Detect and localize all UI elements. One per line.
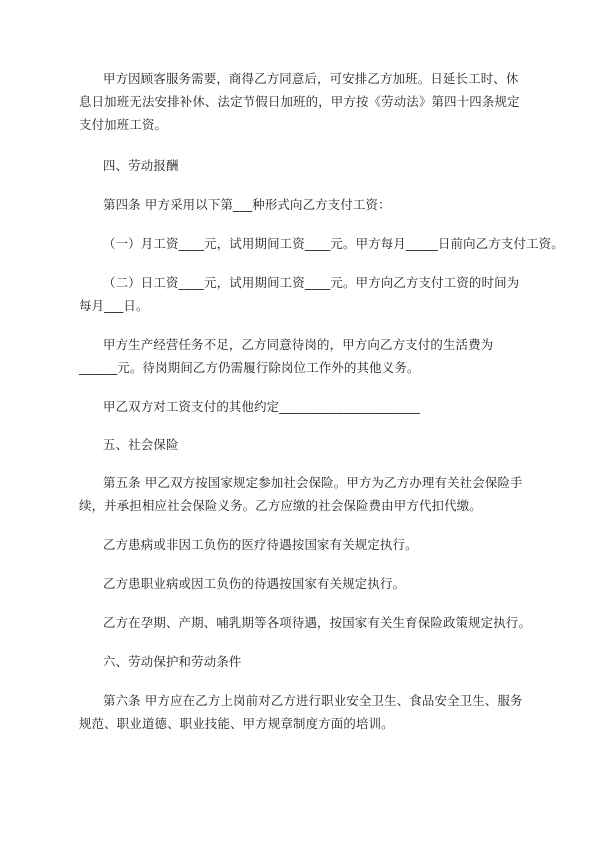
overtime-paragraph [79, 67, 531, 136]
maternity-clause: 乙方在孕期、产期、哺乳期等各项待遇，按国家有关生育保险政策规定执行。 [103, 615, 532, 630]
paragraph-text: 甲方因顾客服务需要，商得乙方同意后，可安排乙方加班。日延长工时、休息日加班无法安排补休、法定节假日加班的，甲方按《劳动法》第四十四条规定支付加班工资。 [79, 71, 520, 132]
daily-wage-clause [79, 271, 531, 317]
article-four: 第四条 甲方采用以下第___种形式向乙方支付工资： [103, 197, 391, 212]
occupational-injury-clause: 乙方患职业病或因工负伤的待遇按国家有关规定执行。 [103, 576, 406, 591]
medical-treatment-clause: 乙方患病或非因工负伤的医疗待遇按国家有关规定执行。 [103, 537, 418, 552]
paragraph-text: 甲方生产经营任务不足，乙方同意待岗的，甲方向乙方支付的生活费为______元。待岗期间乙方仍需履行除岗位工作外的其他义务。 [79, 337, 494, 375]
section-heading-remuneration: 四、劳动报酬 [103, 158, 179, 173]
article-five [79, 471, 531, 517]
paragraph-text: 第五条 甲乙双方按国家规定参加社会保险。甲方为乙方办理有关社会保险手续，并承担相应社会保险义务。乙方应缴的社会保险费由甲方代扣代缴。 [79, 475, 523, 513]
monthly-wage-clause: （一）月工资____元，试用期间工资____元。甲方每月_____日前向乙方支付工资。 [103, 236, 564, 251]
paragraph-text: 第六条 甲方应在乙方上岗前对乙方进行职业安全卫生、食品安全卫生、服务规范、职业道德、职业技能、甲方规章制度方面的培训。 [79, 693, 523, 731]
paragraph-text: （二）日工资____元，试用期间工资____元。甲方向乙方支付工资的时间为每月___日。 [79, 275, 520, 313]
other-wage-agreement: 甲乙双方对工资支付的其他约定______________________ [103, 399, 420, 414]
article-six [79, 689, 531, 735]
standby-living-allowance-paragraph [79, 333, 531, 379]
section-heading-social-insurance: 五、社会保险 [103, 437, 179, 452]
section-heading-labor-protection: 六、劳动保护和劳动条件 [103, 654, 242, 669]
